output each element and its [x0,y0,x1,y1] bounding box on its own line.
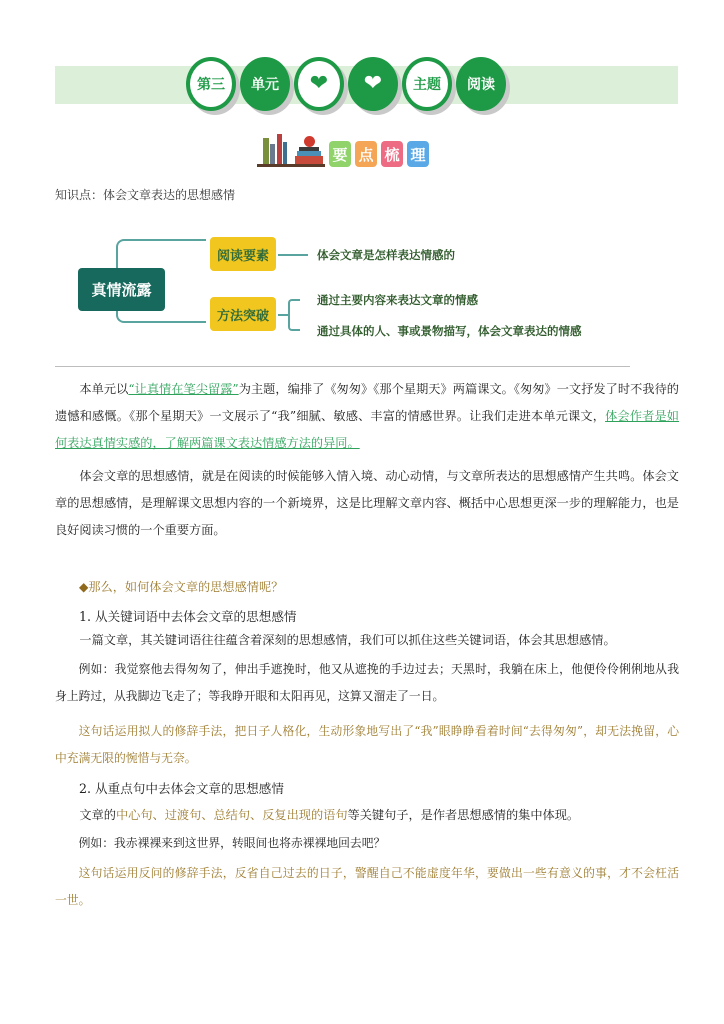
banner-circle-unit-number [186,57,236,111]
method1-description: 一篇文章，其关键词语往往蕴含着深刻的思想感情，我们可以抓住这些关键词语，体会其思想感情。 [79,633,616,647]
header-tile: 要 [329,141,351,167]
mindmap-leaf: 通过具体的人、事或景物描写，体会文章表达的情感 [317,324,582,338]
question-text: 那么，如何体会文章的思想感情呢？ [88,580,284,594]
method2-description [55,802,679,829]
connector-line [278,254,308,256]
mindmap-branch-method: 方法突破 [210,297,276,331]
knowledge-point-label: 知识点：体会文章表达的思想感情 [55,188,236,202]
banner-circle-theme [402,57,452,111]
connector-line [278,314,288,316]
mindmap-leaf: 体会文章是怎样表达情感的 [317,248,455,262]
intro-paragraph [55,376,679,457]
method2-example: 例如：我赤裸裸来到这世界，转眼间也将赤裸裸地回去吧？ [78,836,386,850]
section-header-key-points [257,133,429,167]
books-icon [257,133,325,167]
key-sentence-types: 中心句、过渡句、总结句、反复出现的语句 [115,808,348,822]
method1-heading: 1. 从关键词语中去体会文章的思想感情 [79,609,297,624]
banner-label: 阅读 [467,77,495,93]
method2-analysis: 这句话运用反问的修辞手法，反省自己过去的日子，警醒自己不能虚度年华，要做出一些有意义的事，才不会枉活一世。 [55,866,679,907]
header-tile: 理 [407,141,429,167]
banner-circle-unit [240,57,290,111]
diamond-bullet-icon: ◆ [79,580,89,594]
banner-label: 单元 [251,77,279,93]
banner-circle-reading [456,57,506,111]
unit-banner [186,57,506,115]
method2-desc-prefix: 文章的 [79,808,116,822]
divider [55,366,630,367]
mindmap-root: 真情流露 [78,268,165,311]
intro-prefix: 本单元以 [79,382,129,396]
header-tile: 梳 [381,141,403,167]
heart-icon: ❤ [363,71,383,96]
method2-desc-suffix: 等关键句子，是作者思想感情的集中体现。 [347,808,580,822]
intro-body: 为主题，编排了《匆匆》《那个星期天》两篇课文。《匆匆》一文抒发了时不我待的遗憾和感慨。《那个星期天》一文展示了“我”细腻、敏感、丰富的情感世界。让我们走进本单元课文， [55,382,679,423]
banner-label: 第三 [197,77,225,93]
banner-label: 主题 [413,77,441,93]
mindmap-leaf: 通过主要内容来表达文章的情感 [317,293,478,307]
method1-analysis: 这句话运用拟人的修辞手法，把日子人格化，生动形象地写出了“我”眼睁睁看着时间“去得匆匆”，却无法挽留，心中充满无限的惋惜与无奈。 [55,724,679,765]
explanation-paragraph: 体会文章的思想感情，就是在阅读的时候能够入情入境、动心动情，与文章所表达的思想感情产生共鸣。体会文章的思想感情，是理解课文思想内容的一个新境界，这是比理解文章内容、概括中心思想更深一步的理解能力，也是良好阅读习惯的一个重要方面。 [55,469,679,537]
heart-icon: ❤ [309,71,329,96]
connector-line [116,239,206,269]
mind-map [60,215,635,361]
guiding-question [79,578,283,595]
connector-line [288,299,300,331]
banner-circle-heart [294,57,344,111]
mindmap-branch-reading-element: 阅读要素 [210,237,276,271]
learning-goal-link: 体会作者是如何表达真情实感的，了解两篇课文表达情感方法的异同。 [55,409,679,450]
method1-example: 例如：我觉察他去得匆匆了，伸出手遮挽时，他又从遮挽的手边过去；天黑时，我躺在床上，他便伶伶俐俐地从我身上跨过，从我脚边飞走了；等我睁开眼和太阳再见，这算又溜走了一日。 [55,662,679,703]
connector-line [116,311,206,323]
banner-circle-heart [348,57,398,111]
header-tile: 点 [355,141,377,167]
method2-heading: 2. 从重点句中去体会文章的思想感情 [79,781,284,796]
unit-theme-link: “让真情在笔尖留露” [128,382,239,396]
